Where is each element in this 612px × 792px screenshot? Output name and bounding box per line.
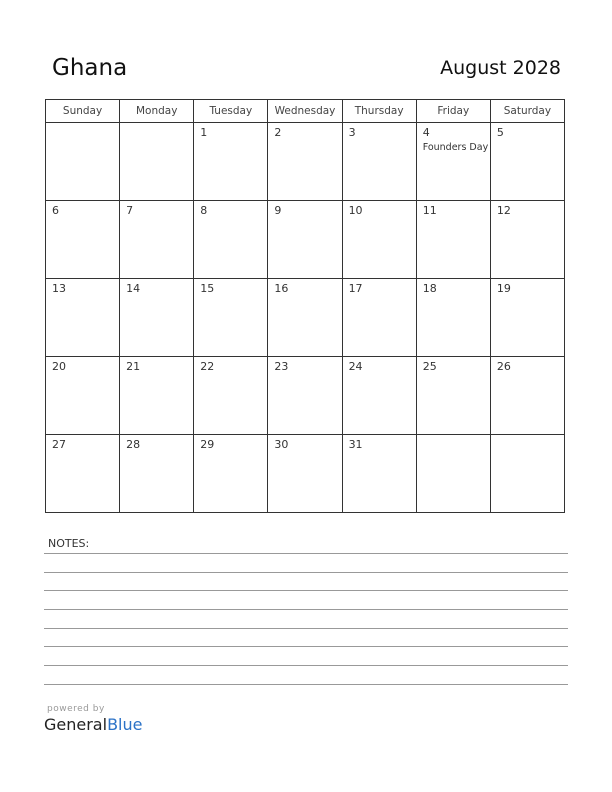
weekday-header: Tuesday (194, 100, 268, 123)
week-row (46, 435, 565, 513)
weekday-header: Monday (120, 100, 194, 123)
day-cell (120, 279, 194, 357)
day-cell (46, 279, 120, 357)
day-number: 13 (52, 282, 66, 295)
weekday-header: Friday (416, 100, 490, 123)
day-number: 24 (348, 360, 363, 373)
calendar-grid (45, 99, 565, 513)
day-cell (416, 123, 490, 201)
note-line (44, 572, 568, 573)
day-number: 16 (274, 282, 289, 295)
day-number: 7 (126, 204, 134, 217)
day-cell (46, 201, 120, 279)
day-number: 14 (126, 282, 141, 295)
brand-logo (44, 704, 142, 734)
day-cell (194, 201, 268, 279)
day-number: 11 (422, 204, 437, 217)
day-cell (490, 123, 564, 201)
day-number: 3 (348, 126, 356, 139)
note-line (44, 590, 568, 591)
note-line (44, 553, 568, 554)
day-number: 10 (348, 204, 363, 217)
day-number: 23 (274, 360, 289, 373)
day-cell (120, 201, 194, 279)
day-cell (194, 435, 268, 513)
day-cell (268, 357, 342, 435)
day-number: 19 (496, 282, 511, 295)
note-line (44, 646, 568, 647)
day-number (417, 435, 490, 438)
day-number (120, 123, 193, 126)
country-title: Ghana (52, 55, 128, 81)
weekday-header: Sunday (46, 100, 120, 123)
day-cell (120, 357, 194, 435)
day-number: 29 (200, 438, 215, 451)
day-cell (120, 435, 194, 513)
day-number: 4 (422, 126, 430, 139)
day-cell (120, 123, 194, 201)
day-cell (342, 201, 416, 279)
day-cell (342, 357, 416, 435)
day-number: 31 (348, 438, 363, 451)
note-line (44, 684, 568, 685)
day-number (46, 123, 119, 126)
day-number: 22 (200, 360, 215, 373)
day-cell (342, 435, 416, 513)
day-number: 2 (274, 126, 282, 139)
weekday-header: Saturday (490, 100, 564, 123)
day-cell (416, 357, 490, 435)
day-number: 15 (200, 282, 215, 295)
day-cell (194, 357, 268, 435)
day-number: 8 (200, 204, 208, 217)
day-cell (194, 279, 268, 357)
day-number: 20 (52, 360, 66, 373)
note-line (44, 628, 568, 629)
day-cell (342, 279, 416, 357)
day-number: 9 (274, 204, 282, 217)
note-line (44, 665, 568, 666)
day-cell (46, 435, 120, 513)
brand-name-part1: General (44, 715, 108, 734)
day-number: 17 (348, 282, 363, 295)
brand-name (44, 715, 142, 734)
day-cell (490, 357, 564, 435)
day-number: 27 (52, 438, 66, 451)
note-line (44, 609, 568, 610)
day-number: 12 (496, 204, 511, 217)
week-row (46, 201, 565, 279)
holiday-label: Founders Day (422, 142, 489, 153)
day-number: 1 (200, 126, 208, 139)
day-cell (46, 357, 120, 435)
week-row (46, 279, 565, 357)
day-number: 30 (274, 438, 289, 451)
day-number (491, 435, 564, 438)
weekday-header-row (46, 100, 565, 123)
day-number: 25 (422, 360, 437, 373)
day-number: 6 (52, 204, 59, 217)
day-cell (268, 279, 342, 357)
day-cell (416, 435, 490, 513)
day-cell (416, 201, 490, 279)
day-cell (268, 201, 342, 279)
day-cell (268, 435, 342, 513)
day-cell (490, 201, 564, 279)
notes-label: NOTES: (48, 537, 90, 550)
day-cell (268, 123, 342, 201)
weekday-header: Thursday (342, 100, 416, 123)
brand-name-part2: Blue (107, 715, 143, 734)
powered-by-label: powered by (47, 704, 105, 714)
day-number: 26 (496, 360, 511, 373)
day-number: 5 (496, 126, 504, 139)
week-row (46, 357, 565, 435)
day-cell (342, 123, 416, 201)
day-number: 28 (126, 438, 141, 451)
day-cell (490, 435, 564, 513)
weekday-header: Wednesday (268, 100, 342, 123)
day-cell (194, 123, 268, 201)
day-cell (416, 279, 490, 357)
day-cell (46, 123, 120, 201)
month-year-title: August 2028 (440, 57, 561, 79)
day-cell (490, 279, 564, 357)
day-number: 18 (422, 282, 437, 295)
week-row (46, 123, 565, 201)
day-number: 21 (126, 360, 141, 373)
